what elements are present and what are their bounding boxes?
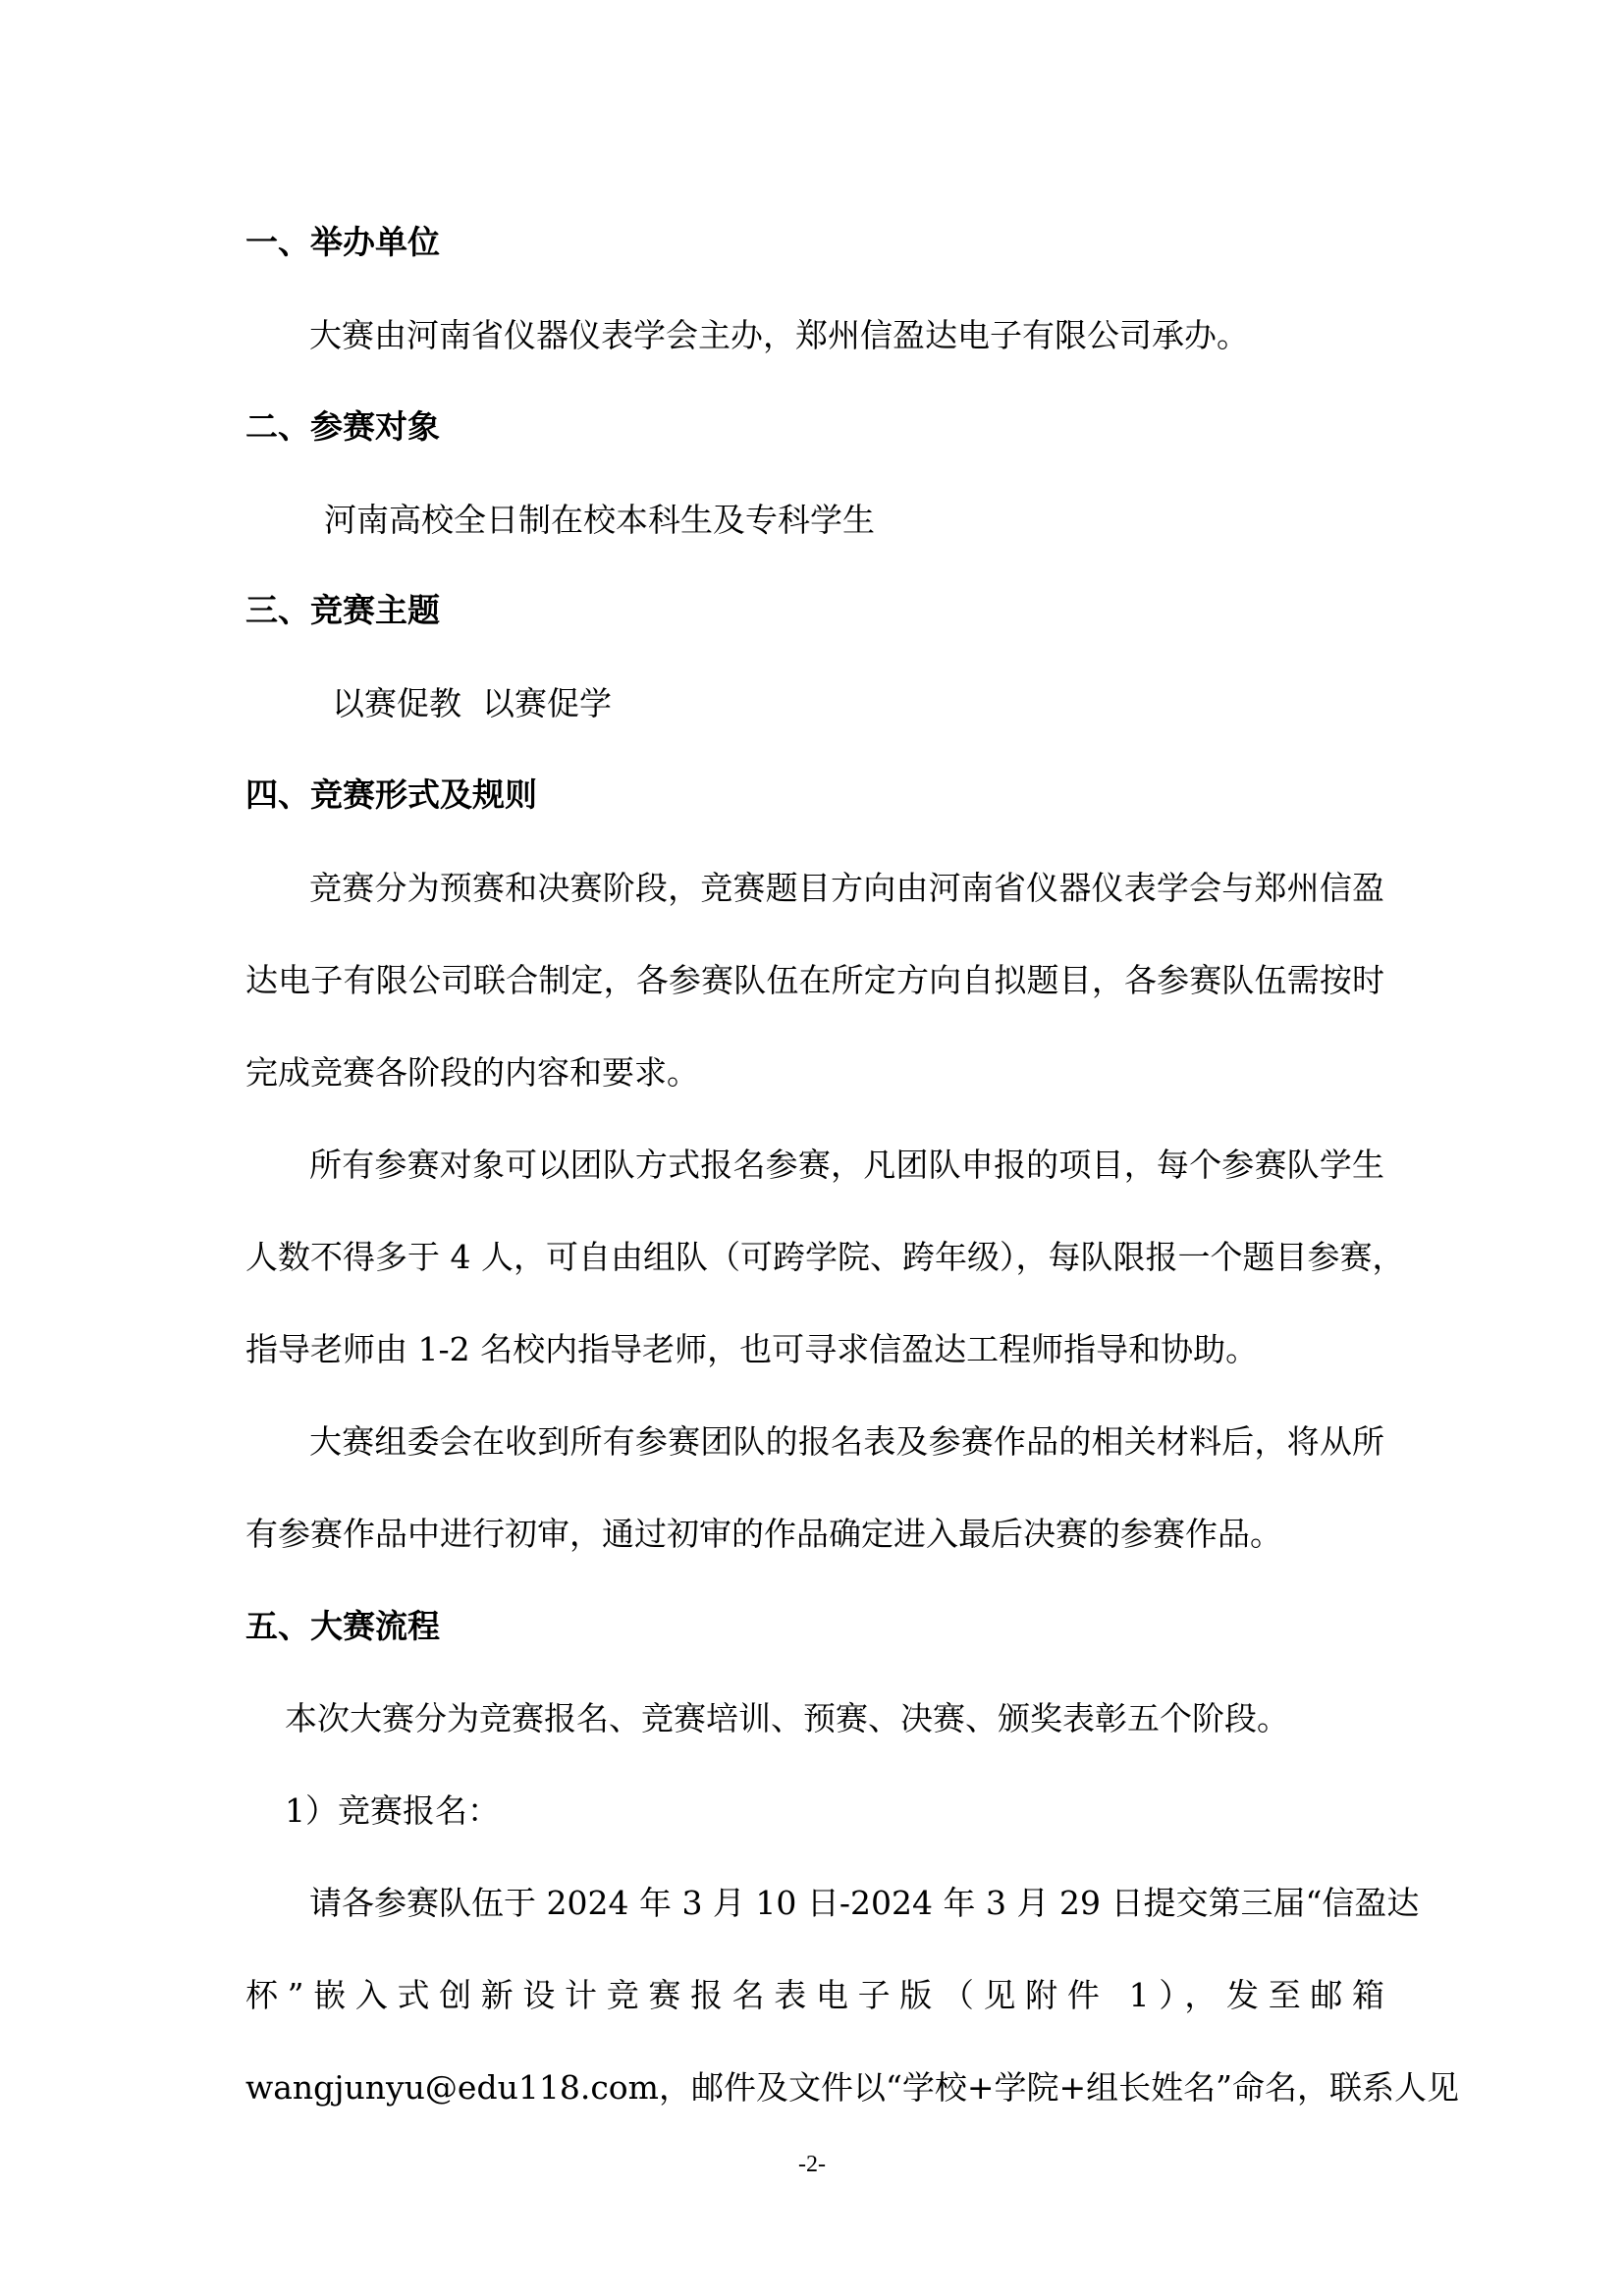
section-4-paragraph-2-line-2: 人数不得多于 4 人，可自由组队（可跨学院、跨年级），每队限报一个题目参赛， xyxy=(245,1238,1405,1276)
section-4-paragraph-3-line-1: 大赛组委会在收到所有参赛团队的报名表及参赛作品的相关材料后，将从所 xyxy=(309,1422,1384,1461)
section-1-heading: 一、举办单位 xyxy=(245,223,440,261)
section-4-paragraph-1-line-1: 竞赛分为预赛和决赛阶段，竞赛题目方向由河南省仪器仪表学会与郑州信盈 xyxy=(309,869,1384,907)
page-number: -2- xyxy=(798,2152,826,2177)
section-4-paragraph-1-line-2: 达电子有限公司联合制定，各参赛队伍在所定方向自拟题目，各参赛队伍需按时 xyxy=(245,961,1384,999)
section-2-text: 河南高校全日制在校本科生及专科学生 xyxy=(324,501,875,539)
section-4-paragraph-3-line-2: 有参赛作品中进行初审，通过初审的作品确定进入最后决赛的参赛作品。 xyxy=(245,1515,1282,1553)
section-5-item-1-line-1: 请各参赛队伍于 2024 年 3 月 10 日-2024 年 3 月 29 日提交第三届“信盈达 xyxy=(309,1884,1420,1922)
section-1-text: 大赛由河南省仪器仪表学会主办，郑州信盈达电子有限公司承办。 xyxy=(309,316,1249,354)
section-3-heading: 三、竞赛主题 xyxy=(245,591,440,629)
section-5-item-1-line-3: wangjunyu@edu118.com，邮件及文件以“学校+学院+组长姓名”命名，联系人见 xyxy=(245,2068,1460,2107)
section-4-heading: 四、竞赛形式及规则 xyxy=(245,775,537,814)
section-5-heading: 五、大赛流程 xyxy=(245,1607,440,1645)
section-4-paragraph-2-line-3: 指导老师由 1-2 名校内指导老师，也可寻求信盈达工程师指导和协助。 xyxy=(245,1330,1259,1368)
section-2-heading: 二、参赛对象 xyxy=(245,407,440,446)
section-4-paragraph-1-line-3: 完成竞赛各阶段的内容和要求。 xyxy=(245,1053,699,1092)
section-4-paragraph-2-line-1: 所有参赛对象可以团队方式报名参赛，凡团队申报的项目，每个参赛队学生 xyxy=(309,1146,1384,1184)
section-5-text: 本次大赛分为竞赛报名、竞赛培训、预赛、决赛、颁奖表彰五个阶段。 xyxy=(285,1699,1289,1737)
section-5-item-1-title: 1）竞赛报名： xyxy=(285,1791,500,1830)
section-5-item-1-line-2: 杯”嵌入式创新设计竞赛报名表电子版（见附件 1），发至邮箱 xyxy=(245,1976,1384,2014)
section-3-text: 以赛促教 以赛促学 xyxy=(332,684,612,722)
